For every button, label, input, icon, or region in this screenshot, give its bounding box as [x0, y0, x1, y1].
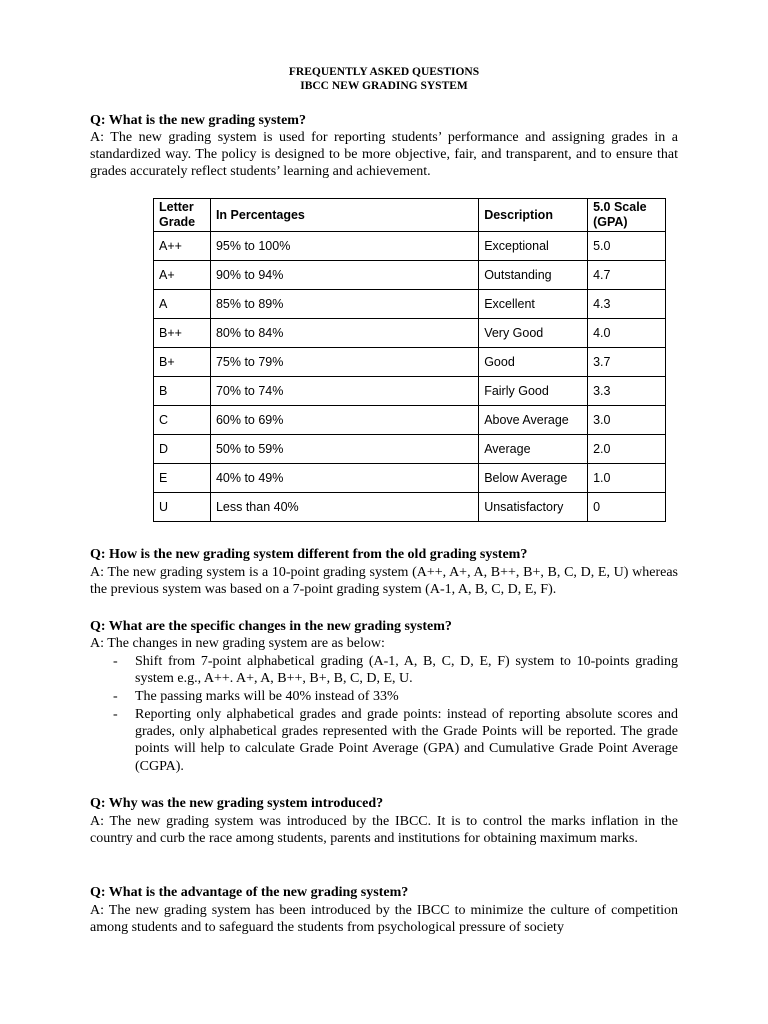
bullet-item [113, 653, 678, 687]
grade-cell: B+ [154, 348, 211, 377]
percent-cell: 80% to 84% [210, 319, 478, 348]
table-row [154, 435, 666, 464]
gpa-cell: 2.0 [588, 435, 666, 464]
grade-cell: B++ [154, 319, 211, 348]
percent-cell: 90% to 94% [210, 261, 478, 290]
answer-2: A: The new grading system is a 10-point grading system (A++, A+, A, B++, B+, B, C, D, E, U) whereas the previous system was based on a 7-point grading system (A-1, A, B, C, D, E, F). [90, 565, 678, 598]
grade-cell: E [154, 464, 211, 493]
header-percentages: In Percentages [210, 199, 478, 232]
description-cell: Fairly Good [479, 377, 588, 406]
table-row [154, 348, 666, 377]
answer-3: A: The changes in new grading system are as below: [90, 636, 385, 651]
bullet-text: Shift from 7-point alphabetical grading (A-1, A, B, C, D, E, F) system to 10-points grading system e.g., A++. A+, A, B++, B+, B, C, D, E, U. [135, 654, 678, 687]
question-4: Q: Why was the new grading system introduced? [90, 796, 384, 811]
gpa-cell: 3.0 [588, 406, 666, 435]
percent-cell: 40% to 49% [210, 464, 478, 493]
bullet-item [113, 688, 678, 705]
dash-marker: - [113, 654, 118, 669]
bullet-text: The passing marks will be 40% instead of 33% [135, 689, 399, 704]
question-2: Q: How is the new grading system different from the old grading system? [90, 547, 528, 562]
gpa-cell: 5.0 [588, 232, 666, 261]
header-description: Description [479, 199, 588, 232]
table-row [154, 464, 666, 493]
description-cell: Unsatisfactory [479, 493, 588, 522]
gpa-cell: 4.7 [588, 261, 666, 290]
gpa-cell: 3.7 [588, 348, 666, 377]
gpa-cell: 3.3 [588, 377, 666, 406]
percent-cell: 75% to 79% [210, 348, 478, 377]
dash-marker: - [113, 689, 118, 704]
percent-cell: 95% to 100% [210, 232, 478, 261]
table-header-row [154, 199, 666, 232]
table-row [154, 406, 666, 435]
gpa-cell: 1.0 [588, 464, 666, 493]
grade-cell: C [154, 406, 211, 435]
description-cell: Below Average [479, 464, 588, 493]
document-title: FREQUENTLY ASKED QUESTIONS [288, 66, 480, 78]
question-3: Q: What are the specific changes in the new grading system? [90, 619, 452, 634]
table-row [154, 493, 666, 522]
percent-cell: 60% to 69% [210, 406, 478, 435]
dash-marker: - [113, 707, 118, 722]
gpa-cell: 4.3 [588, 290, 666, 319]
answer-4: A: The new grading system was introduced by the IBCC. It is to control the marks inflation in the country and curb the race among students, parents and institutions for obtaining maximum marks. [90, 814, 678, 847]
document-subtitle: IBCC NEW GRADING SYSTEM [300, 80, 468, 92]
table-row [154, 319, 666, 348]
description-cell: Above Average [479, 406, 588, 435]
grade-cell: A+ [154, 261, 211, 290]
grade-cell: A [154, 290, 211, 319]
percent-cell: 85% to 89% [210, 290, 478, 319]
gpa-cell: 4.0 [588, 319, 666, 348]
description-cell: Excellent [479, 290, 588, 319]
percent-cell: 70% to 74% [210, 377, 478, 406]
gpa-cell: 0 [588, 493, 666, 522]
answer-5: A: The new grading system has been introduced by the IBCC to minimize the culture of competition among students and to safeguard the students from psychological pressure of society [90, 903, 678, 936]
question-5: Q: What is the advantage of the new grading system? [90, 885, 409, 900]
header-gpa: 5.0 Scale (GPA) [588, 199, 666, 232]
description-cell: Very Good [479, 319, 588, 348]
grade-cell: D [154, 435, 211, 464]
answer-1: A: The new grading system is used for reporting students’ performance and assigning grades in a standardized way. The policy is designed to be more objective, fair, and transparent, and to ensure that grades accurately reflect students’ learning and achievement. [90, 130, 678, 180]
description-cell: Exceptional [479, 232, 588, 261]
grade-cell: A++ [154, 232, 211, 261]
grade-cell: B [154, 377, 211, 406]
description-cell: Average [479, 435, 588, 464]
question-1: Q: What is the new grading system? [90, 113, 306, 128]
header-letter-grade: Letter Grade [154, 199, 211, 232]
description-cell: Good [479, 348, 588, 377]
table-row [154, 232, 666, 261]
table-row [154, 261, 666, 290]
percent-cell: Less than 40% [210, 493, 478, 522]
table-row [154, 290, 666, 319]
description-cell: Outstanding [479, 261, 588, 290]
grade-cell: U [154, 493, 211, 522]
percent-cell: 50% to 59% [210, 435, 478, 464]
bullet-text: Reporting only alphabetical grades and grade points: instead of reporting absolute scores and grades, only alphabetical grades represented with the Grade Points will be reported. The grade points will help to calculate Grade Point Average (GPA) and Cumulative Grade Point Average (CGPA). [135, 707, 678, 774]
table-row [154, 377, 666, 406]
bullet-item [113, 706, 678, 775]
grading-table [153, 198, 666, 522]
